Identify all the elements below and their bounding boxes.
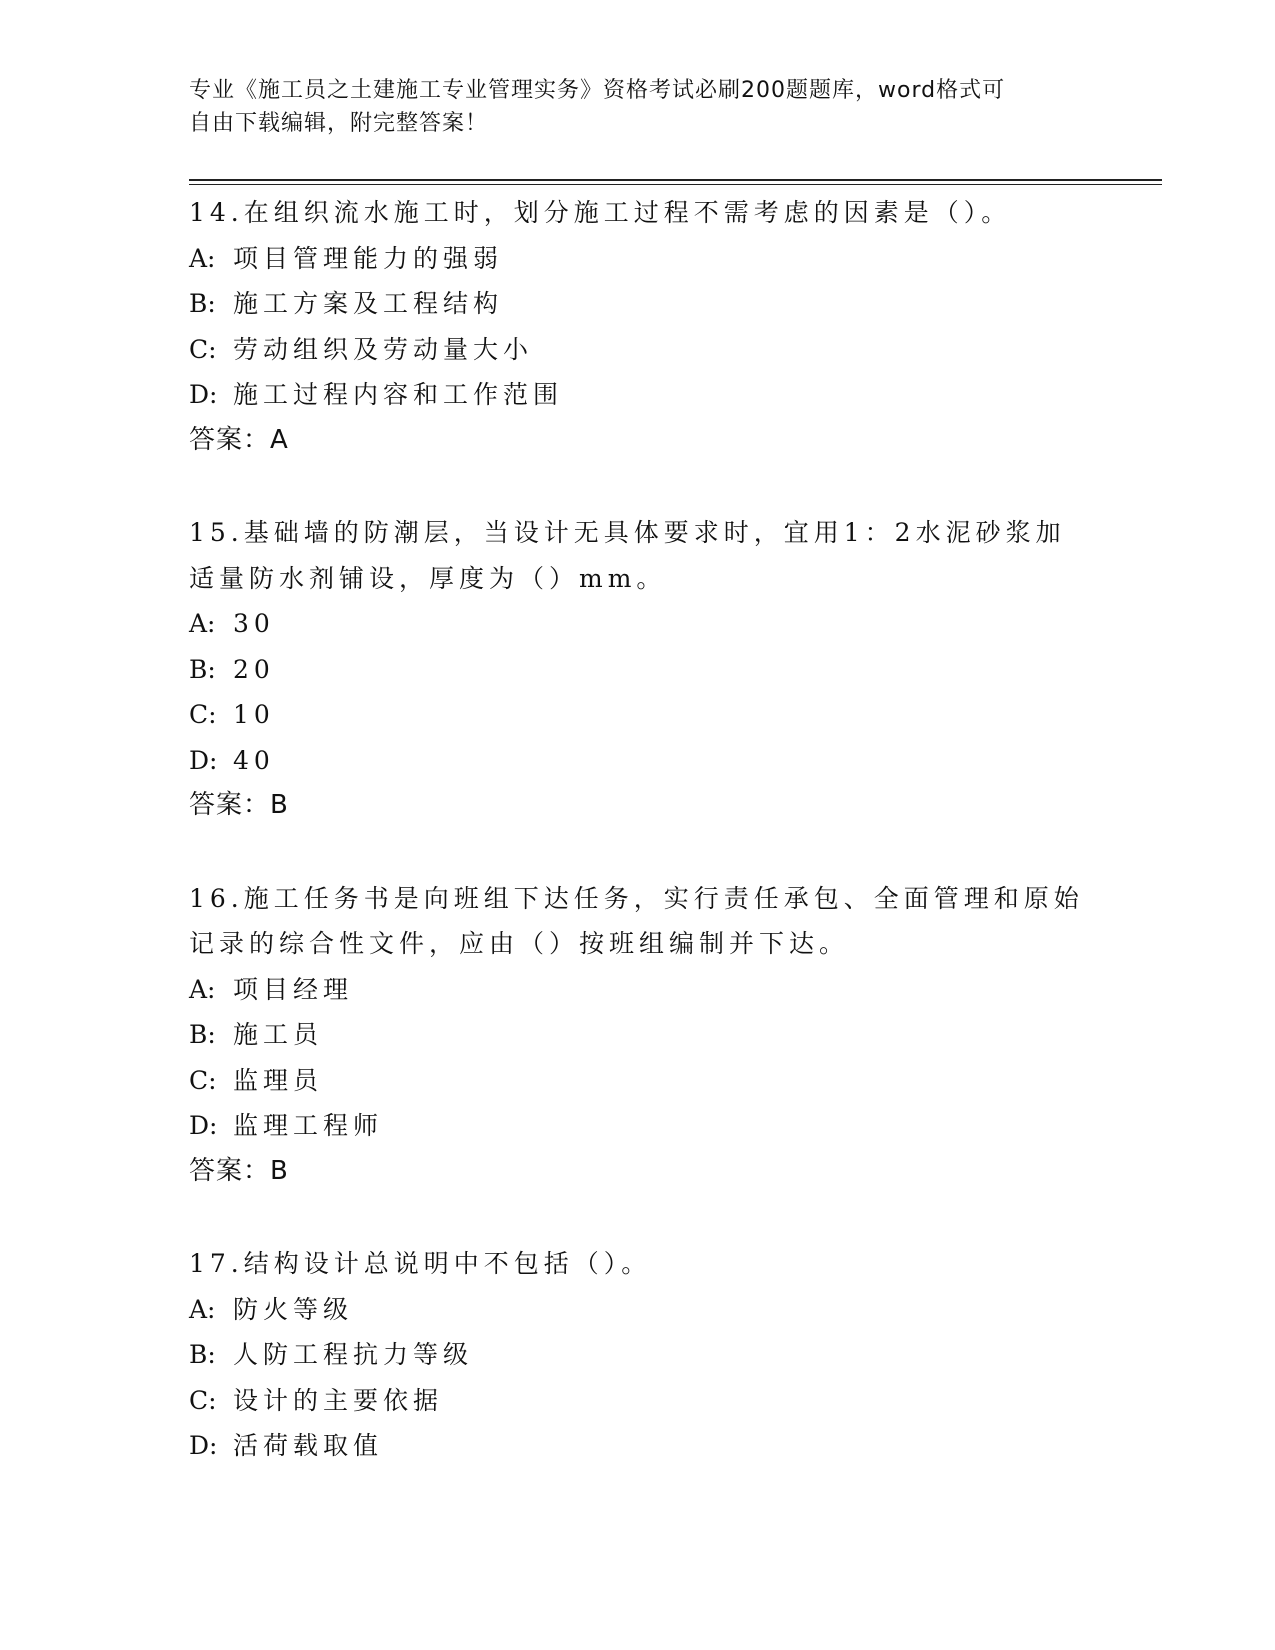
option-key: C: <box>189 334 217 364</box>
option-c <box>189 1378 1089 1424</box>
question-text: 17.结构设计总说明中不包括（）。 <box>189 1249 652 1278</box>
option-key: A: <box>189 609 216 638</box>
option-text: 施工员 <box>233 1020 324 1049</box>
option-a <box>189 967 1089 1013</box>
option-b <box>189 647 1089 693</box>
option-key: B: <box>189 1340 216 1369</box>
option-a <box>189 236 1089 282</box>
question-list <box>189 190 1089 1516</box>
option-text: 活荷载取值 <box>233 1431 384 1460</box>
option-key: A: <box>189 1294 216 1324</box>
option-text: 40 <box>233 745 275 775</box>
option-key: D: <box>189 1431 218 1460</box>
answer-label: 答案：A <box>189 424 289 455</box>
option-key: D: <box>189 1111 218 1140</box>
option-a <box>189 1287 1089 1333</box>
option-d <box>189 1423 1089 1469</box>
option-text: 10 <box>233 700 275 729</box>
option-d <box>189 738 1089 784</box>
option-b <box>189 1332 1089 1378</box>
option-key: D: <box>189 745 218 775</box>
option-text: 监理员 <box>233 1065 324 1095</box>
header-divider-thick <box>189 179 1162 181</box>
option-b <box>189 1012 1089 1058</box>
question-text: 16.施工任务书是向班组下达任务，实行责任承包、全面管理和原始记录的综合性文件，应由（）按班组编制并下达。 <box>189 883 1084 958</box>
option-text: 项目管理能力的强弱 <box>233 243 504 273</box>
option-key: B: <box>189 654 216 684</box>
question-17 <box>189 1241 1089 1469</box>
option-key: C: <box>189 1065 217 1095</box>
option-text: 20 <box>233 654 275 684</box>
header-divider-thin <box>189 184 1162 185</box>
question-14 <box>189 190 1089 463</box>
answer-label: 答案：B <box>189 1155 289 1186</box>
option-text: 人防工程抗力等级 <box>233 1340 474 1369</box>
option-c <box>189 692 1089 738</box>
option-text: 防火等级 <box>233 1294 354 1324</box>
header-line-1: 专业《施工员之土建施工专业管理实务》资格考试必刷200题题库，word格式可 <box>189 78 1006 103</box>
option-text: 劳动组织及劳动量大小 <box>233 334 534 364</box>
option-key: A: <box>189 243 216 273</box>
question-16 <box>189 876 1089 1195</box>
option-text: 项目经理 <box>233 974 354 1004</box>
option-key: C: <box>189 1385 217 1415</box>
option-key: D: <box>189 380 218 409</box>
option-d <box>189 1103 1089 1149</box>
option-text: 30 <box>233 609 275 638</box>
option-c <box>189 1058 1089 1104</box>
question-text: 15.基础墙的防潮层，当设计无具体要求时，宜用1：2水泥砂浆加适量防水剂铺设，厚度为（）mm。 <box>189 518 1066 593</box>
document-header <box>189 74 1089 140</box>
answer-label: 答案：B <box>189 790 289 820</box>
option-text: 施工方案及工程结构 <box>233 289 504 318</box>
option-d <box>189 372 1089 418</box>
option-c <box>189 327 1089 373</box>
header-line-2: 自由下载编辑，附完整答案！ <box>189 111 489 136</box>
option-b <box>189 281 1089 327</box>
question-text: 14.在组织流水施工时，划分施工过程不需考虑的因素是（）。 <box>189 198 1012 227</box>
option-a <box>189 601 1089 647</box>
option-key: C: <box>189 700 217 729</box>
option-text: 监理工程师 <box>233 1111 384 1140</box>
option-text: 设计的主要依据 <box>233 1385 444 1415</box>
option-key: A: <box>189 974 216 1004</box>
option-key: B: <box>189 289 216 318</box>
option-text: 施工过程内容和工作范围 <box>233 380 564 409</box>
question-15 <box>189 510 1089 829</box>
option-key: B: <box>189 1020 216 1049</box>
